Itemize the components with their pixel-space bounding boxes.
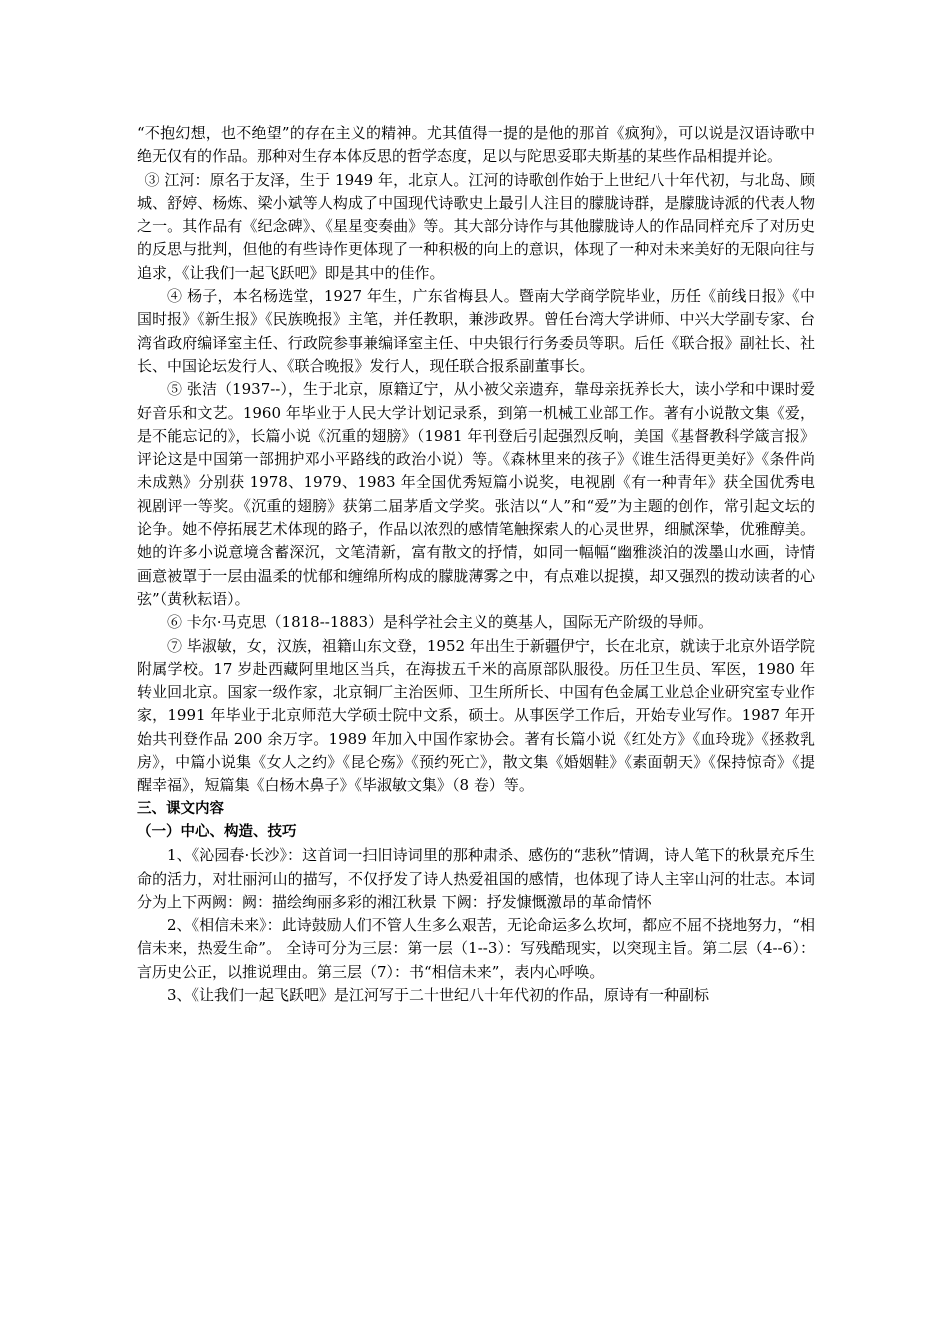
paragraph-note-6-marx: ⑥ 卡尔·马克思（1818--1883）是科学社会主义的奠基人，国际无产阶级的导师。 xyxy=(167,613,714,632)
paragraph-item-2-xiangxinweilai: 2、《相信未来》：此诗鼓励人们不管人生多么艰苦，无论命运多么坎坷，都应不屈不挠地努力，“相信未来，热爱生命”。 全诗可分为三层：第一层（1--3）：写残酷现实，以突现主旨。第二层（4--6）：言历史公正，以推说理由。第三层（7）：书“相信未来”，表内心呼唤。 xyxy=(137,916,815,981)
paragraph-note-4-yangzi: ④ 杨子，本名杨选堂，1927 年生，广东省梅县人。暨南大学商学院毕业，历任《前线日报》《中国时报》《新生报》《民族晚报》主笔，并任教职，兼涉政界。曾任台湾大学讲师、中兴大学副专家、台湾省政府编译室主任、行政院参事兼编译室主任、中央银行行务委员等职。后任《联合报》副社长、社长、中国论坛发行人、《联合晚报》发行人，现任联合报系副董事长。 xyxy=(137,287,815,375)
paragraph-duoduo-continued: “不抱幻想，也不绝望”的存在主义的精神。尤其值得一提的是他的那首《疯狗》，可以说是汉语诗歌中绝无仅有的作品。那种对生存本体反思的哲学态度，足以与陀思妥耶夫斯基的某些作品相提并论。 xyxy=(137,124,815,166)
paragraph-item-1-qinyuanchun: 1、《沁园春·长沙》：这首词一扫旧诗词里的那种肃杀、感伤的“悲秋”情调，诗人笔下的秋景充斥生命的活力，对壮丽河山的描写，不仅抒发了诗人热爱祖国的感情，也体现了诗人主宰山河的壮志。本词分为上下两阙：阙：描绘绚丽多彩的湘江秋景 下阙：抒发慷慨激昂的革命情怀 xyxy=(137,846,815,911)
paragraph-item-3-feiyue: 3、《让我们一起飞跃吧》是江河写于二十世纪八十年代初的作品，原诗有一种副标 xyxy=(167,985,710,1004)
paragraph-note-3-jianghe: ③ 江河：原名于友泽，生于 1949 年，北京人。江河的诗歌创作始于上世纪八十年代初，与北岛、顾城、舒婷、杨炼、梁小斌等人构成了中国现代诗歌史上最引人注目的朦胧诗群，是朦胧诗派的代表人物之一。其作品有《纪念碑》、《星星变奏曲》等。其大部分诗作与其他朦胧诗人的作品同样充斥了对历史的反思与批判，但他的有些诗作更体现了一种积极的向上的意识，体现了一种对未来美好的无限向往与追求，《让我们一起飞跃吧》即是其中的佳作。 xyxy=(137,170,815,282)
section-heading-content: 三、课文内容 xyxy=(137,800,224,817)
subsection-heading-center: （一）中心、构造、技巧 xyxy=(137,823,297,840)
paragraph-note-7-bishumin: ⑦ 毕淑敏，女，汉族，祖籍山东文登，1952 年出生于新疆伊宁，长在北京，就读于北京外语学院附属学校。17 岁赴西藏阿里地区当兵，在海拔五千米的高原部队服役。历任卫生员、军医，1980 年转业回北京。国家一级作家，北京铜厂主治医师、卫生所所长、中国有色金属工业总企业研究室专业作家，1991 年毕业于北京师范大学硕士院中文系，硕士。从事医学工作后，开始专业写作。1987 年开始共刊登作品 200 余万字。1989 年加入中国作家协会。著有长篇小说《红处方》《血玲珑》《拯救乳房》，中篇小说集《女人之约》《昆仑殇》《预约死亡》，散文集《婚姻鞋》《素面朝天》《保持惊奇》《提醒幸福》，短篇集《白杨木鼻子》《毕淑敏文集》（8 卷）等。 xyxy=(137,636,815,795)
paragraph-note-5-zhangjie: ⑤ 张洁（1937--），生于北京，原籍辽宁，从小被父亲遗弃，靠母亲抚养长大，读小学和中课时爱好音乐和文艺。1960 年毕业于人民大学计划记录系，到第一机械工业部工作。著有小说散文集《爱，是不能忘记的》，长篇小说《沉重的翅膀》（1981 年刊登后引起强烈反响，美国《基督教科学箴言报》评论这是中国第一部拥护邓小平路线的政治小说）等。《森林里来的孩子》《谁生活得更美好》《条件尚未成熟》分别获 1978、1979、1983 年全国优秀短篇小说奖，电视剧《有一种青年》获全国优秀电视剧评一等奖。《沉重的翅膀》获第二届茅盾文学奖。张洁以“人”和“爱”为主题的创作，常引起文坛的论争。她不停拓展艺术体现的路子，作品以浓烈的感情笔触探索人的心灵世界，细腻深挚，优雅醇美。她的许多小说意境含蓄深沉，文笔清新，富有散文的抒情，如同一幅幅“幽雅淡泊的泼墨山水画，诗情画意被罩于一层由温柔的忧郁和缠绵所构成的朦胧薄雾之中，有点难以捉摸，却又强烈的拨动读者的心弦”（黄秋耘语）。 xyxy=(137,380,815,608)
document-page xyxy=(137,122,815,1007)
